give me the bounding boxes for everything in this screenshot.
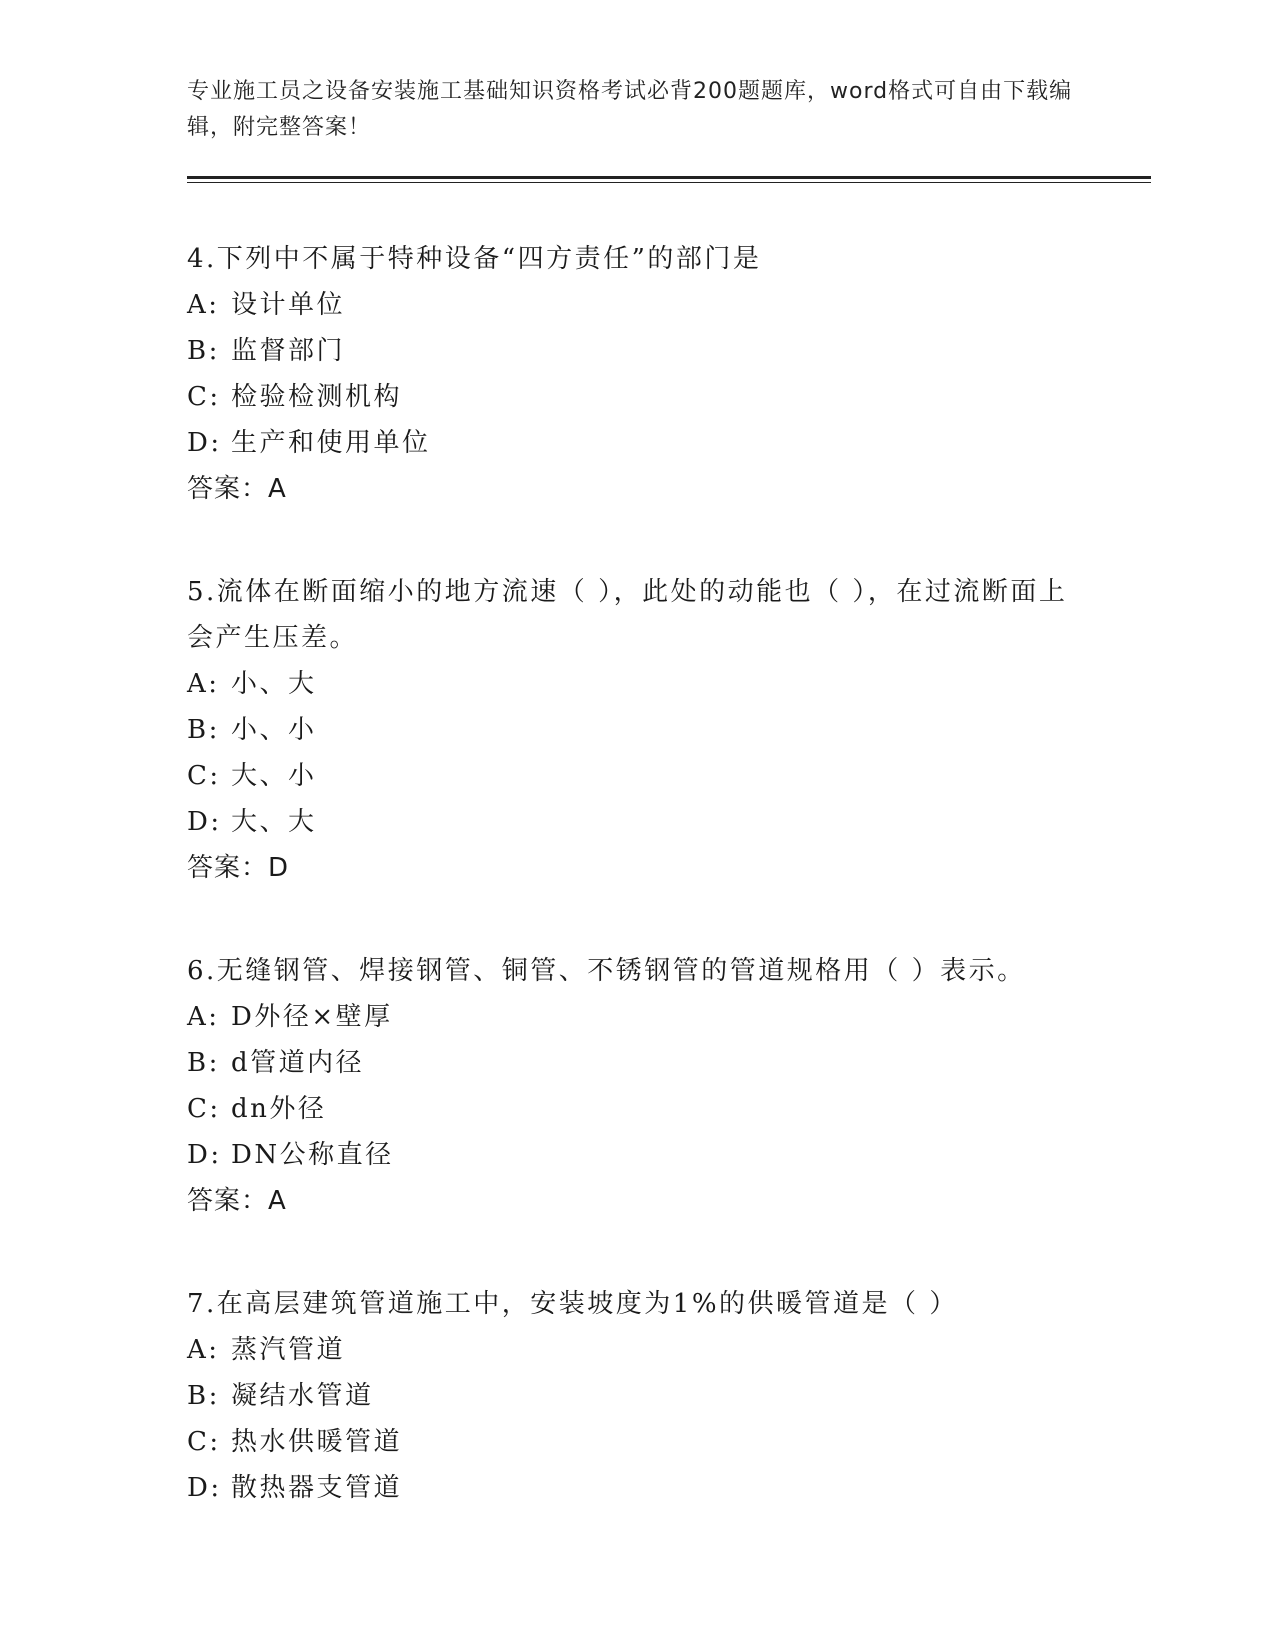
option-d (187, 1465, 1087, 1511)
option-key: D: (187, 1140, 222, 1170)
answer: 答案：D (187, 853, 290, 883)
option-a (187, 661, 1087, 707)
option-text: 散热器支管道 (231, 1473, 403, 1503)
question-list (187, 236, 1087, 1568)
option-key: D: (187, 428, 222, 458)
option-key: A: (187, 1335, 220, 1365)
question-4 (187, 236, 1087, 512)
page-header: 专业施工员之设备安装施工基础知识资格考试必背200题题库，word格式可自由下载编辑，附完整答案！ (187, 79, 1073, 140)
option-key: D: (187, 807, 222, 837)
question-5 (187, 569, 1087, 891)
option-c (187, 1086, 1087, 1132)
option-b (187, 1373, 1087, 1419)
option-c (187, 753, 1087, 799)
option-d (187, 1132, 1087, 1178)
option-text: 小、大 (231, 669, 317, 699)
option-text: dn外径 (231, 1094, 327, 1124)
option-text: 小、小 (231, 715, 317, 745)
option-text: 监督部门 (231, 336, 346, 366)
option-key: C: (187, 1094, 221, 1124)
option-text: 设计单位 (231, 290, 346, 320)
option-text: 蒸汽管道 (231, 1335, 346, 1365)
option-text: D外径×壁厚 (231, 1002, 393, 1032)
header-rule-thin (187, 182, 1151, 183)
question-7 (187, 1281, 1087, 1511)
option-d (187, 420, 1087, 466)
option-b (187, 328, 1087, 374)
option-key: C: (187, 1427, 221, 1457)
option-a (187, 1327, 1087, 1373)
option-key: B: (187, 715, 220, 745)
option-key: A: (187, 1002, 220, 1032)
question-stem: 5.流体在断面缩小的地方流速（ ），此处的动能也（ ），在过流断面上会产生压差。 (187, 577, 1068, 653)
option-b (187, 707, 1087, 753)
question-6 (187, 948, 1087, 1224)
option-key: B: (187, 1048, 220, 1078)
option-c (187, 374, 1087, 420)
option-b (187, 1040, 1087, 1086)
option-key: C: (187, 382, 221, 412)
option-text: 大、小 (231, 761, 317, 791)
question-stem: 6.无缝钢管、焊接钢管、铜管、不锈钢管的管道规格用（ ）表示。 (187, 956, 1026, 986)
option-text: d管道内径 (231, 1048, 365, 1078)
option-text: 检验检测机构 (231, 382, 403, 412)
header-rule-thick (187, 176, 1151, 179)
option-key: D: (187, 1473, 222, 1503)
answer: 答案：A (187, 1186, 287, 1216)
option-text: 凝结水管道 (231, 1381, 374, 1411)
option-key: B: (187, 336, 220, 366)
option-a (187, 994, 1087, 1040)
option-c (187, 1419, 1087, 1465)
answer: 答案：A (187, 474, 287, 504)
option-key: C: (187, 761, 221, 791)
question-stem: 4.下列中不属于特种设备“四方责任”的部门是 (187, 244, 762, 274)
option-text: DN公称直径 (231, 1140, 394, 1170)
option-key: B: (187, 1381, 220, 1411)
option-key: A: (187, 669, 220, 699)
option-d (187, 799, 1087, 845)
option-text: 大、大 (231, 807, 317, 837)
option-text: 生产和使用单位 (231, 428, 431, 458)
option-key: A: (187, 290, 220, 320)
option-text: 热水供暖管道 (231, 1427, 403, 1457)
question-stem: 7.在高层建筑管道施工中，安装坡度为1%的供暖管道是（ ） (187, 1289, 958, 1319)
option-a (187, 282, 1087, 328)
